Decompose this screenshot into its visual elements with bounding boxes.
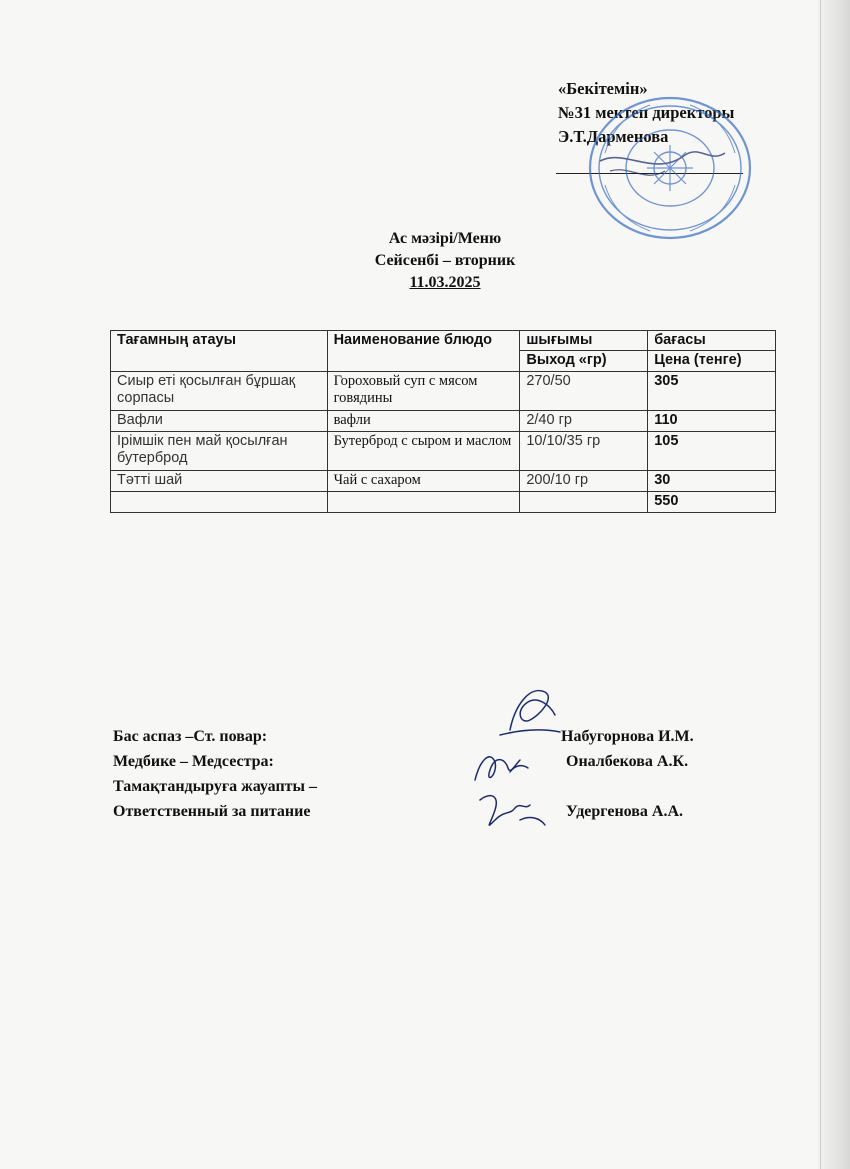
dish-yield: 200/10 гр <box>520 471 648 492</box>
dish-ru: Чай с сахаром <box>327 471 520 492</box>
total-price: 550 <box>648 492 776 513</box>
dish-kz: Вафли <box>111 411 328 432</box>
scan-edge-line <box>820 0 821 1169</box>
staff-roles <box>113 724 317 824</box>
dish-ru: Бутерброд с сыром и маслом <box>327 432 520 471</box>
dish-price: 105 <box>648 432 776 471</box>
school-stamp <box>585 93 755 243</box>
header-yield-ru: Выход «гр) <box>520 351 648 372</box>
table-row <box>111 372 776 411</box>
dish-price: 305 <box>648 372 776 411</box>
dish-kz: Сиыр еті қосылған бұршақ сорпасы <box>111 372 328 411</box>
approval-director-name: Э.Т.Дарменова <box>558 127 669 146</box>
menu-title-block <box>0 228 850 294</box>
table-row <box>111 471 776 492</box>
menu-title: Ас мәзірі/Меню <box>388 230 502 247</box>
menu-table <box>110 330 776 513</box>
approval-heading: «Бекітемін» <box>558 79 648 98</box>
chef-name: Набугорнова И.М. <box>561 728 694 745</box>
dish-yield: 2/40 гр <box>520 411 648 432</box>
header-yield-kz: шығымы <box>520 331 648 351</box>
table-header-row <box>111 331 776 351</box>
header-price-kz: бағасы <box>648 331 776 351</box>
table-row <box>111 432 776 471</box>
dish-kz: Тәтті шай <box>111 471 328 492</box>
dish-yield: 270/50 <box>520 372 648 411</box>
dish-ru: вафли <box>327 411 520 432</box>
table-total-row <box>111 492 776 513</box>
header-kz-name: Тағамның атауы <box>111 331 328 372</box>
dish-ru: Гороховый суп с мясом говядины <box>327 372 520 411</box>
dish-price: 30 <box>648 471 776 492</box>
menu-day: Сейсенбі – вторник <box>374 252 516 269</box>
total-empty-cell <box>327 492 520 513</box>
dish-kz: Ірімшік пен май қосылған бутерброд <box>111 432 328 471</box>
nurse-name: Оналбекова А.К. <box>566 753 689 770</box>
nurse-role: Медбике – Медсестра: <box>113 753 274 770</box>
food-responsible-role-ru: Ответственный за питание <box>113 803 311 820</box>
dish-price: 110 <box>648 411 776 432</box>
dish-yield: 10/10/35 гр <box>520 432 648 471</box>
approval-position: №31 мектеп директоры <box>558 103 735 122</box>
total-empty-cell <box>111 492 328 513</box>
food-responsible-role-kz: Тамақтандыруға жауапты – <box>113 778 318 795</box>
staff-signatures <box>460 680 570 850</box>
header-ru-name: Наименование блюдо <box>327 331 520 372</box>
menu-date: 11.03.2025 <box>409 274 481 291</box>
food-responsible-name: Удергенова А.А. <box>566 803 684 820</box>
scan-page-edge <box>818 0 850 1169</box>
chef-role: Бас аспаз –Ст. повар: <box>113 728 268 745</box>
total-empty-cell <box>520 492 648 513</box>
header-price-ru: Цена (тенге) <box>648 351 776 372</box>
table-row <box>111 411 776 432</box>
